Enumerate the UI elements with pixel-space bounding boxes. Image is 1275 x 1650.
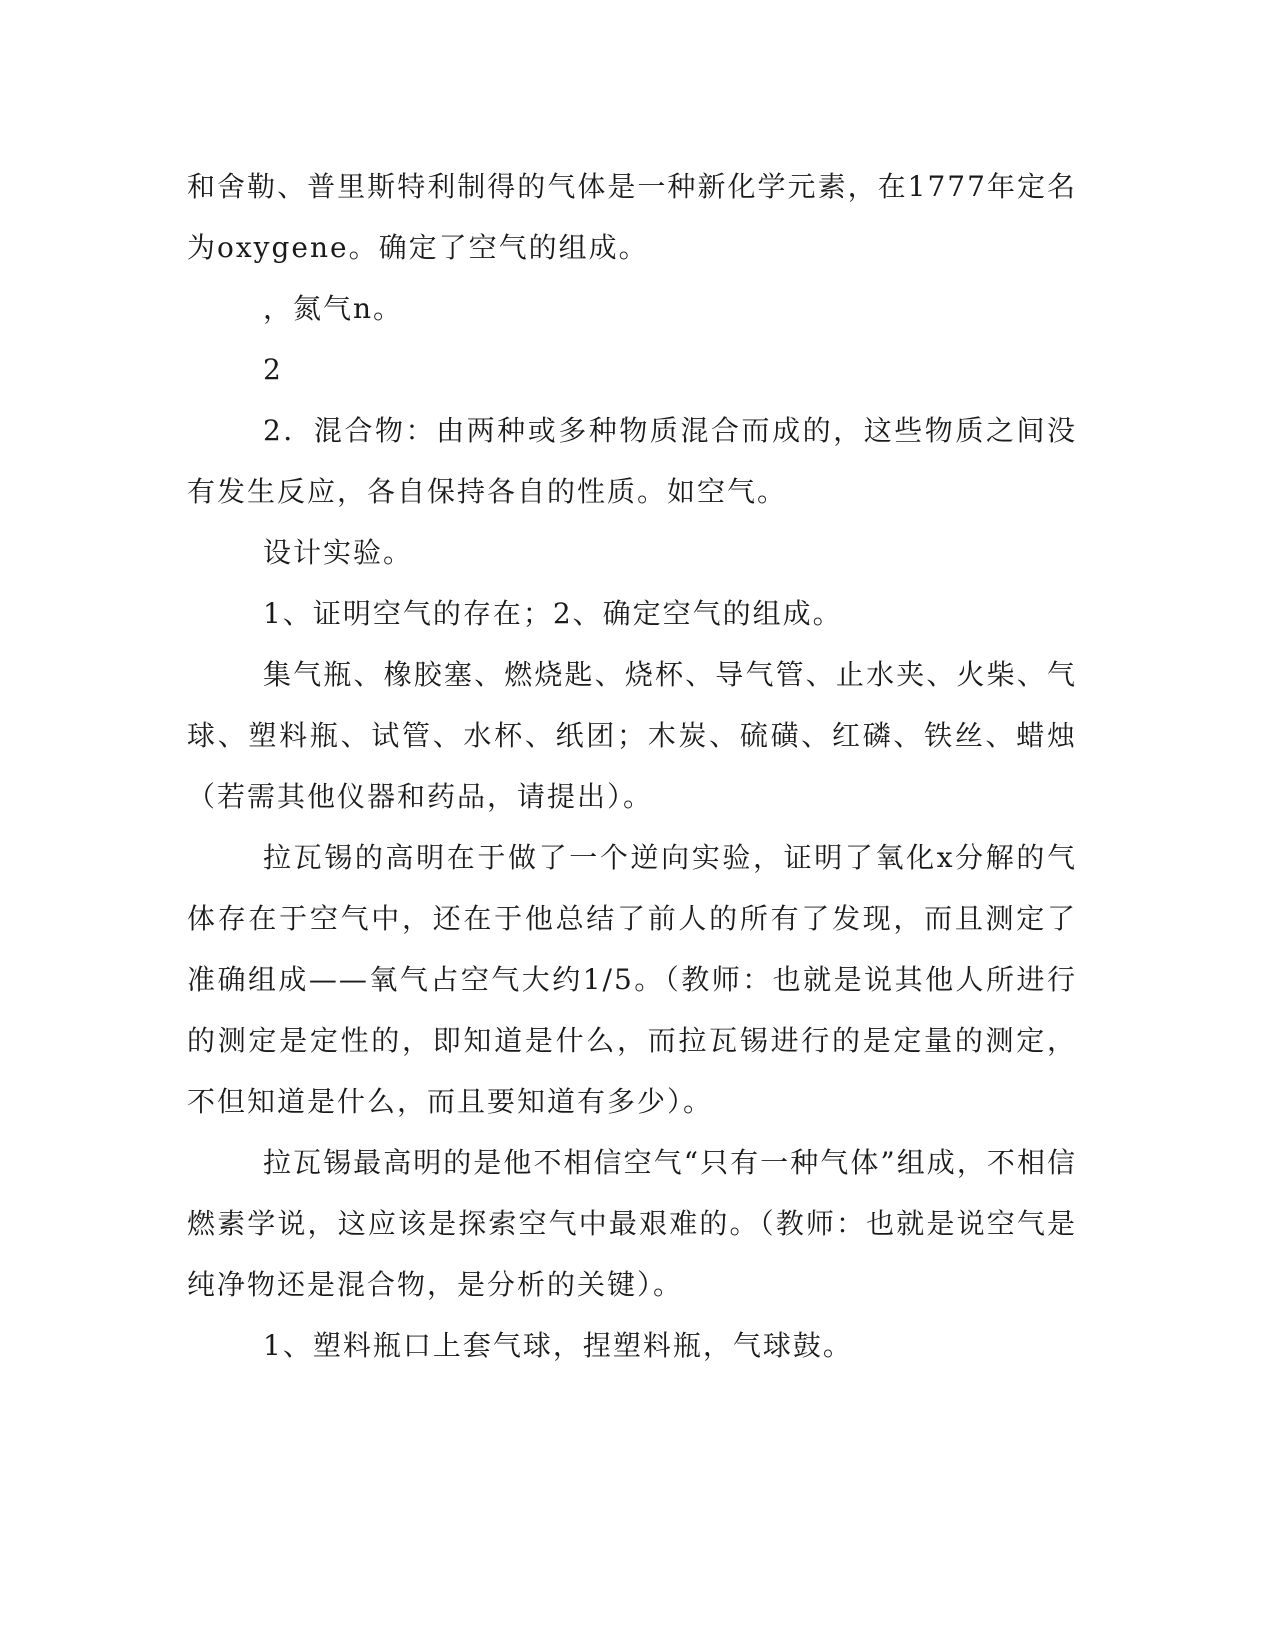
- paragraph-lavoisier-insight: 拉瓦锡最高明的是他不相信空气“只有一种气体”组成，不相信燃素学说，这应该是探索空气中最艰难的。（教师：也就是说空气是纯净物还是混合物，是分析的关键）。: [187, 1146, 1077, 1301]
- paragraph-equipment-list: 集气瓶、橡胶塞、燃烧匙、烧杯、导气管、止水夹、火柴、气球、塑料瓶、试管、水杯、纸团；木炭、硫磺、红磷、铁丝、蜡烛（若需其他仪器和药品，请提出）。: [187, 658, 1077, 813]
- document-body: [187, 156, 1077, 1376]
- paragraph-balloon-step: 1、塑料瓶口上套气球，捏塑料瓶，气球鼓。: [263, 1329, 853, 1362]
- paragraph-mixture-definition: 2．混合物：由两种或多种物质混合而成的，这些物质之间没有发生反应，各自保持各自的性质。如空气。: [187, 414, 1077, 508]
- paragraph-oxygen-naming: 和舍勒、普里斯特利制得的气体是一种新化学元素，在1777年定名为oxygene。确定了空气的组成。: [187, 170, 1077, 264]
- paragraph-lavoisier-experiment: 拉瓦锡的高明在于做了一个逆向实验，证明了氧化x分解的气体存在于空气中，还在于他总结了前人的所有了发现，而且测定了准确组成——氧气占空气大约1/5。（教师：也就是说其他人所进行的测定是定性的，即知道是什么，而拉瓦锡进行的是定量的测定，不但知道是什么，而且要知道有多少）。: [187, 841, 1077, 1118]
- paragraph-nitrogen: ，氮气n。: [263, 292, 404, 325]
- paragraph-number-2: 2: [263, 353, 283, 386]
- paragraph-design-experiment: 设计实验。: [263, 536, 414, 569]
- paragraph-experiment-goals: 1、证明空气的存在；2、确定空气的组成。: [263, 597, 843, 630]
